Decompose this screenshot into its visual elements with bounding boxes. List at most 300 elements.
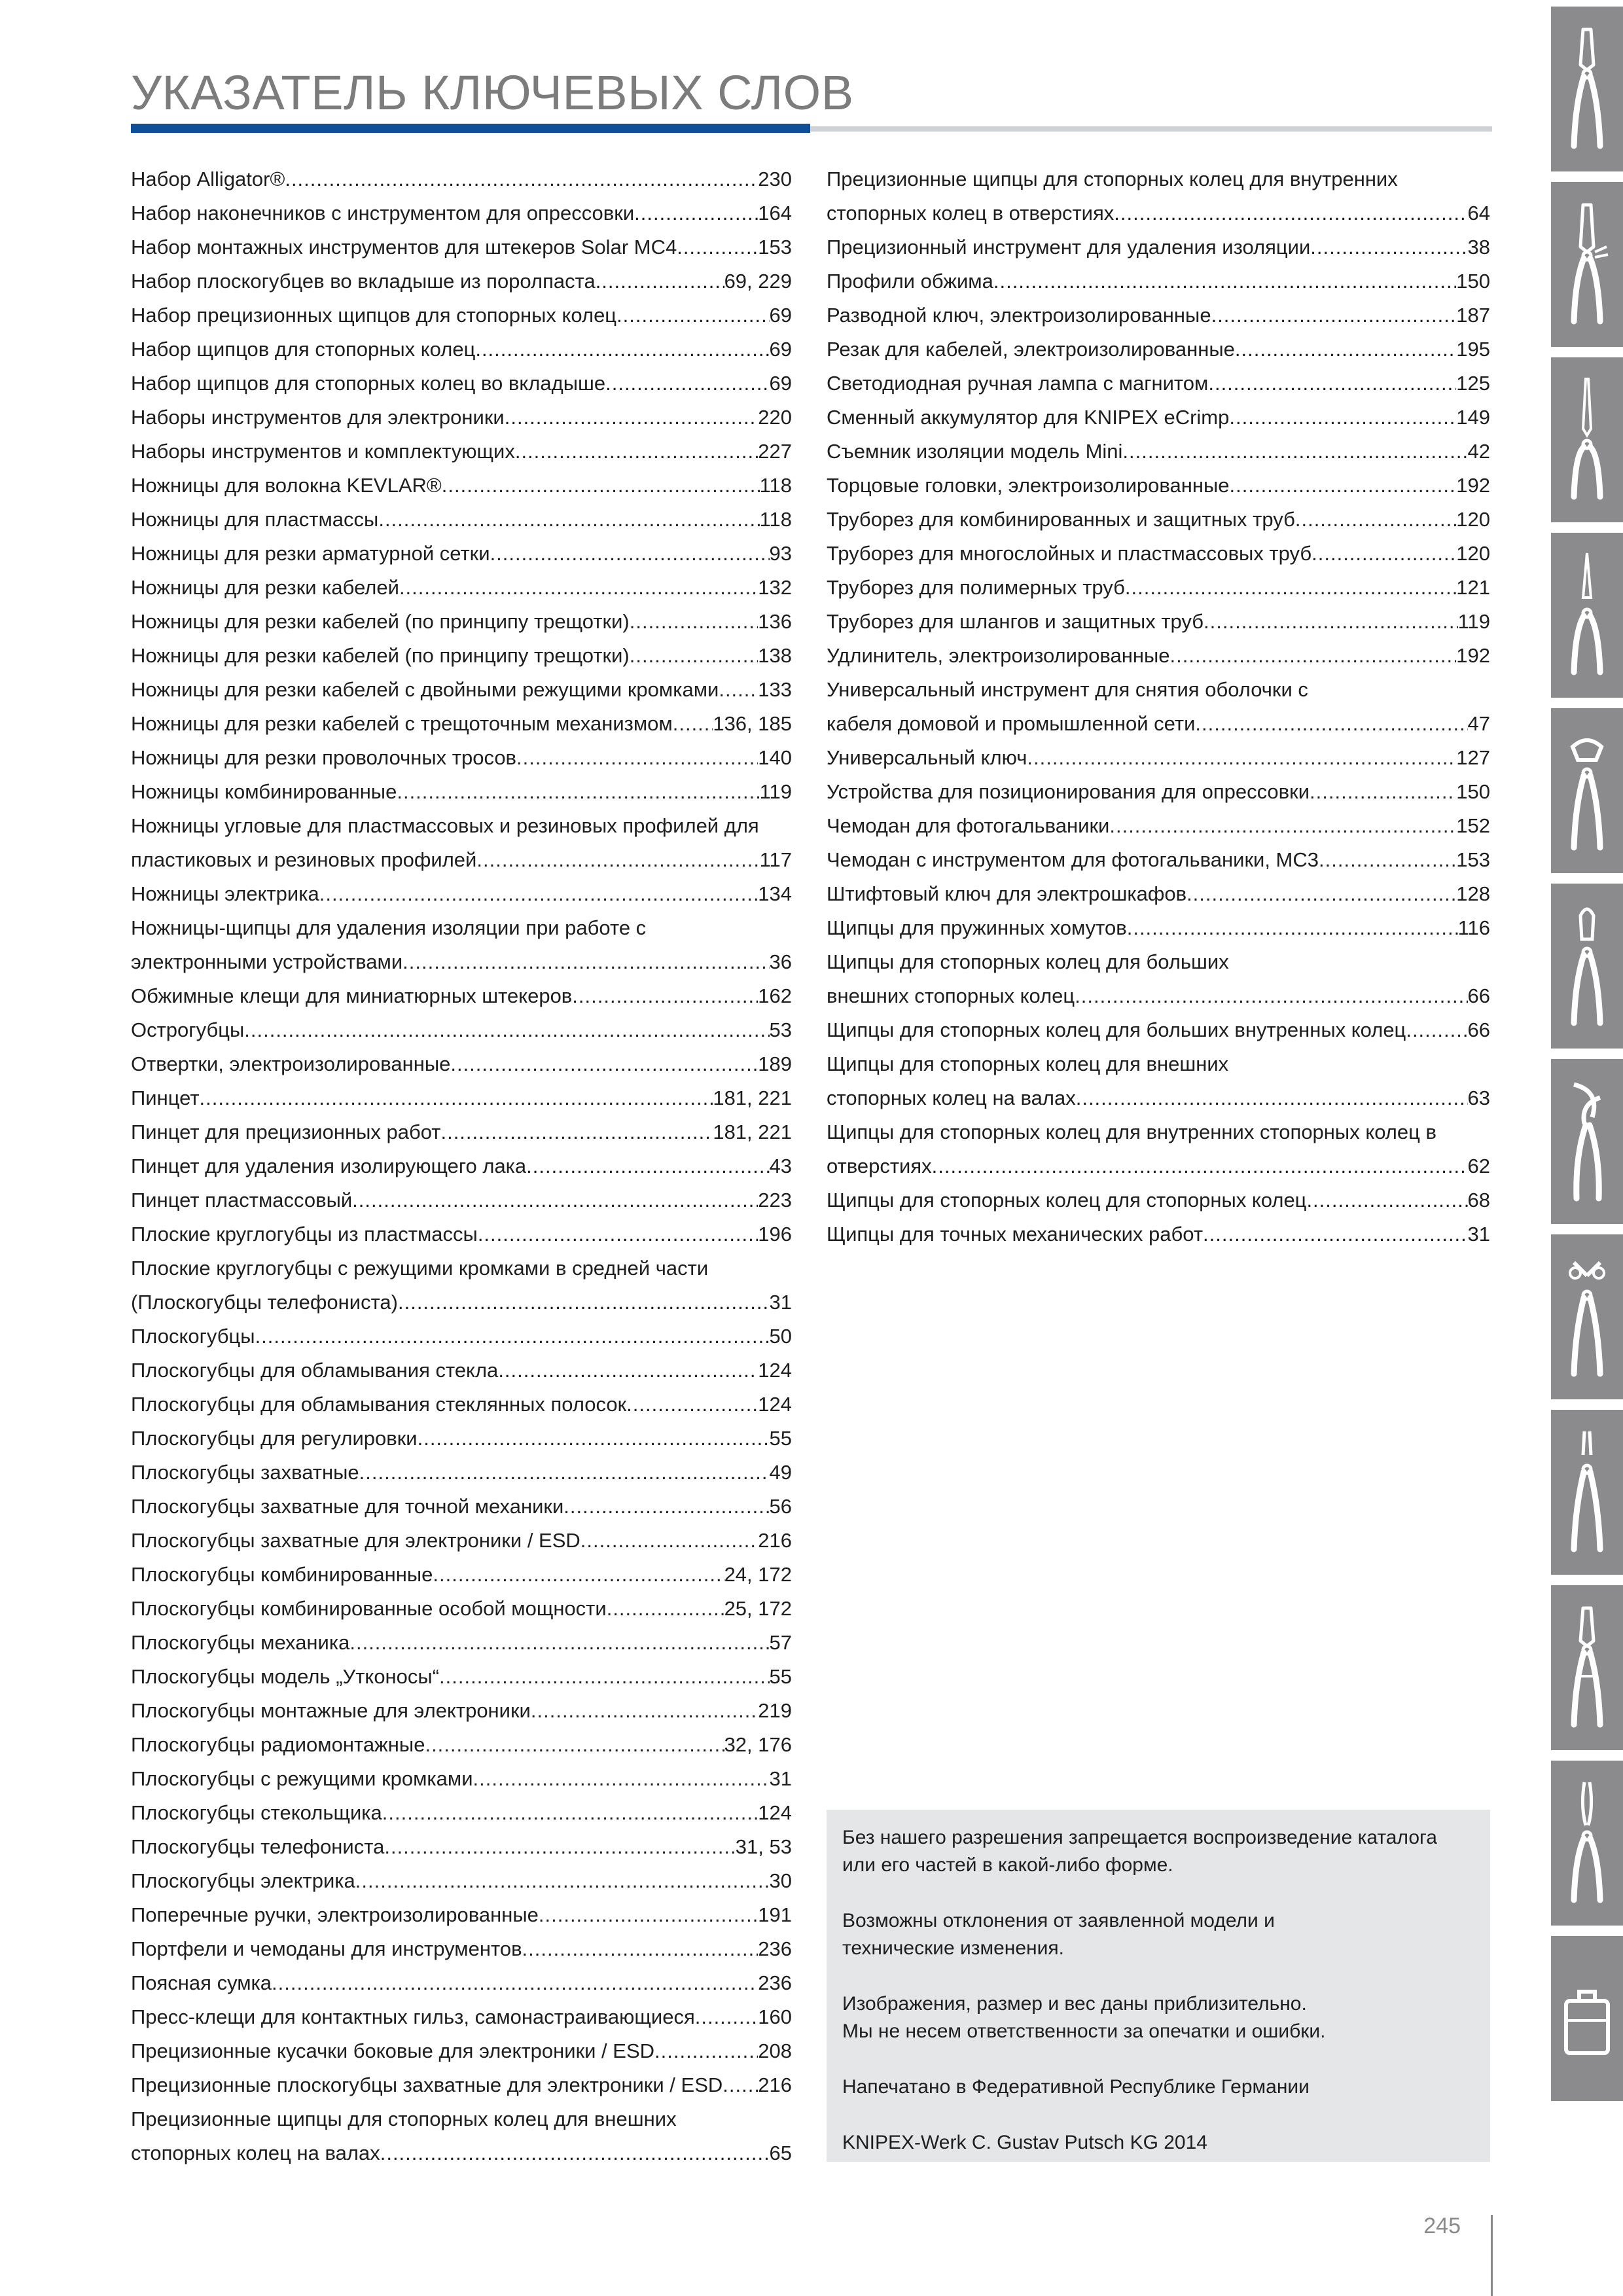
index-entry <box>131 1149 792 1183</box>
dot-leader <box>630 639 758 673</box>
index-entry-page: 136, 185 <box>713 712 792 735</box>
dot-leader <box>352 1183 758 1217</box>
index-entry <box>131 230 792 264</box>
index-entry-page: 236 <box>758 1937 792 1960</box>
index-entry <box>827 162 1490 196</box>
index-entry <box>131 298 792 332</box>
index-entry <box>827 435 1490 469</box>
dot-leader <box>285 162 758 196</box>
dot-leader <box>630 605 758 639</box>
index-entry <box>827 1183 1490 1217</box>
index-entry <box>131 639 792 673</box>
sidebar-tab[interactable] <box>1551 357 1623 528</box>
index-entry-text: Плоскогубцы <box>131 1325 255 1348</box>
index-entry-page: 189 <box>758 1052 792 1075</box>
index-entry-page: 124 <box>758 1359 792 1382</box>
index-entry <box>131 1115 792 1149</box>
index-entry <box>131 1796 792 1830</box>
dot-leader <box>607 1592 724 1626</box>
dot-leader <box>1122 435 1467 469</box>
index-entry <box>131 1456 792 1490</box>
index-entry <box>131 1354 792 1388</box>
dot-leader <box>272 1966 758 2000</box>
index-entry-text: электронными устройствами <box>131 950 403 973</box>
index-entry-text: Пинцет для прецизионных работ <box>131 1121 441 1143</box>
index-entry <box>131 503 792 537</box>
dot-leader <box>516 741 758 775</box>
index-entry-text: Ножницы для резки кабелей (по принципу трещотки) <box>131 644 630 667</box>
sidebar-tab[interactable] <box>1551 1585 1623 1755</box>
index-entry <box>827 1081 1490 1115</box>
index-entry <box>827 469 1490 503</box>
index-entry-page: 68 <box>1467 1189 1490 1211</box>
index-entry-page: 124 <box>758 1393 792 1416</box>
index-entry-text: Универсальный инструмент для снятия оболочки с <box>827 678 1308 701</box>
index-entry <box>131 877 792 911</box>
index-entry-page: 42 <box>1467 440 1490 463</box>
index-entry-page: 181, 221 <box>713 1086 792 1109</box>
index-entry-text: Щипцы для точных механических работ <box>827 1223 1204 1246</box>
index-entry-text: Торцовые головки, электроизолированные <box>827 474 1230 497</box>
notice-line: или его частей в какой-либо форме. <box>842 1854 1173 1876</box>
sidebar-tab[interactable] <box>1551 7 1623 177</box>
index-entry-page: 164 <box>758 202 792 224</box>
index-entry-page: 125 <box>1456 372 1490 395</box>
index-entry-text: Плоскогубцы для обламывания стеклянных полосок <box>131 1393 627 1416</box>
sidebar-tab[interactable] <box>1551 182 1623 352</box>
dot-leader <box>498 1354 758 1388</box>
notice-line: Напечатано в Федеративной Республике Германии <box>842 2076 1310 2098</box>
dot-leader <box>1306 1183 1467 1217</box>
title-rule <box>131 124 1492 133</box>
index-entry-text: Ножницы для пластмассы <box>131 508 379 531</box>
notice-line: технические изменения. <box>842 1937 1064 1959</box>
dot-leader <box>1319 843 1456 877</box>
index-entry-text: Ножницы для резки кабелей с двойными режущими кромками <box>131 678 719 701</box>
index-entry-page: 149 <box>1456 406 1490 429</box>
index-entry <box>131 1490 792 1524</box>
index-entry <box>131 1285 792 1319</box>
index-entry-page: 47 <box>1467 712 1490 735</box>
index-entry-text: Набор прецизионных щипцов для стопорных колец <box>131 304 617 327</box>
index-entry-page: 133 <box>758 678 792 701</box>
index-entry-page: 192 <box>1456 644 1490 667</box>
index-entry <box>131 2034 792 2068</box>
notice-paragraph <box>842 1907 1474 1962</box>
index-entry-text: Плоскогубцы захватные <box>131 1461 359 1484</box>
dot-leader <box>1127 911 1458 945</box>
index-entry-text: Профили обжима <box>827 270 993 293</box>
index-entry-page: 153 <box>1456 848 1490 871</box>
index-entry-page: 216 <box>758 2073 792 2096</box>
index-entry-text: Набор наконечников с инструментом для опрессовки <box>131 202 635 224</box>
notice-line: Изображения, размер и вес даны приблизительно. <box>842 1993 1307 2015</box>
index-entry <box>827 877 1490 911</box>
dot-leader <box>580 1524 758 1558</box>
dot-leader <box>722 2068 758 2102</box>
dot-leader <box>539 1898 758 1932</box>
index-entry <box>131 2102 792 2136</box>
dot-leader <box>349 1626 769 1660</box>
dot-leader <box>319 877 758 911</box>
index-entry <box>131 196 792 230</box>
dot-leader <box>572 979 758 1013</box>
index-entry-text: Штифтовый ключ для электрошкафов <box>827 882 1187 905</box>
index-entry-page: 119 <box>1457 610 1490 633</box>
dot-leader <box>418 1422 770 1456</box>
index-entry <box>131 401 792 435</box>
sidebar-tab[interactable] <box>1551 1410 1623 1580</box>
dot-leader <box>695 2000 758 2034</box>
index-entry-page: 120 <box>1456 542 1490 565</box>
index-entry <box>131 1047 792 1081</box>
dot-leader <box>398 1285 770 1319</box>
dot-leader <box>397 775 759 809</box>
dot-leader <box>425 1728 724 1762</box>
index-entry-text: Отвертки, электроизолированные <box>131 1052 451 1075</box>
index-entry-text: Плоские круглогубцы из пластмассы <box>131 1223 478 1246</box>
index-entry-page: 69 <box>769 372 792 395</box>
index-entry-text: Щипцы для стопорных колец для стопорных колец <box>827 1189 1307 1211</box>
dot-leader <box>473 1762 770 1796</box>
dot-leader <box>382 1796 758 1830</box>
crimping-pliers-icon <box>1561 1253 1613 1381</box>
index-entry-page: 53 <box>769 1018 792 1041</box>
index-entry-page: 121 <box>1456 576 1490 599</box>
needle-nose-pliers-icon <box>1561 552 1613 679</box>
category-sidebar <box>1551 0 1623 2296</box>
index-entry-text: Плоскогубцы механика <box>131 1631 350 1654</box>
index-entry-text: Чемодан с инструментом для фотогальваники, MC3 <box>827 848 1319 871</box>
index-entry-text: Набор щипцов для стопорных колец <box>131 338 476 361</box>
dot-leader <box>522 1932 758 1966</box>
index-entry-text: стопорных колец в отверстиях <box>827 202 1115 224</box>
index-entry-text: Прецизионные щипцы для стопорных колец для внутренних <box>827 168 1398 190</box>
insulated-pliers-icon <box>1561 1604 1613 1732</box>
sidebar-tab[interactable] <box>1551 1059 1623 1229</box>
index-entry-page: 160 <box>758 2005 792 2028</box>
index-entry-page: 162 <box>758 984 792 1007</box>
index-entry-text: Труборез для шлангов и защитных труб <box>827 610 1204 633</box>
index-entry-text: Труборез для многослойных и пластмассовых труб <box>827 542 1312 565</box>
index-entry <box>827 707 1490 741</box>
index-entry <box>827 1217 1490 1251</box>
index-entry <box>131 2000 792 2034</box>
sidebar-tab[interactable] <box>1551 533 1623 703</box>
index-entry <box>131 775 792 809</box>
index-entry-text: Наборы инструментов и комплектующих <box>131 440 515 463</box>
index-entry-page: 181, 221 <box>713 1121 792 1143</box>
index-entry <box>827 196 1490 230</box>
index-entry-page: 150 <box>1456 780 1490 803</box>
dot-leader <box>402 945 769 979</box>
index-entry-page: 116 <box>1457 916 1490 939</box>
index-entry-page: 65 <box>769 2142 792 2164</box>
index-entry-text: Плоскогубцы для регулировки <box>131 1427 418 1450</box>
index-entry-page: 134 <box>758 882 792 905</box>
index-entry-page: 43 <box>769 1155 792 1177</box>
index-entry-text: Плоскогубцы электрика <box>131 1869 355 1892</box>
index-entry-text: Пинцет <box>131 1086 200 1109</box>
index-entry <box>131 605 792 639</box>
dot-leader <box>440 1115 713 1149</box>
index-entry <box>131 1762 792 1796</box>
index-entry-text: Ножницы для резки кабелей <box>131 576 399 599</box>
index-entry-text: Прецизионные щипцы для стопорных колец для внешних <box>131 2108 677 2130</box>
wire-stripper-icon <box>1561 201 1613 329</box>
index-entry-page: 191 <box>758 1903 792 1926</box>
dot-leader <box>1195 707 1467 741</box>
index-entry-text: внешних стопорных колец <box>827 984 1075 1007</box>
index-entry-text: стопорных колец на валах <box>827 1086 1076 1109</box>
index-entry-page: 69 <box>769 304 792 327</box>
index-entry-page: 56 <box>769 1495 792 1518</box>
notice-paragraph <box>842 1990 1474 2045</box>
dot-leader <box>1076 1081 1468 1115</box>
index-entry-page: 236 <box>758 1971 792 1994</box>
index-entry <box>131 1694 792 1728</box>
index-entry-page: 31 <box>1467 1223 1490 1246</box>
dot-leader <box>1114 196 1467 230</box>
index-entry-page: 38 <box>1467 236 1490 259</box>
dot-leader <box>380 2136 770 2170</box>
index-entry-page: 192 <box>1456 474 1490 497</box>
diagonal-cutter-icon <box>1561 903 1613 1030</box>
index-entry-page: 50 <box>769 1325 792 1348</box>
index-entry <box>131 162 792 196</box>
index-entry <box>131 1898 792 1932</box>
index-entry-page: 187 <box>1456 304 1490 327</box>
index-entry-text: Плоскогубцы монтажные для электроники <box>131 1699 531 1722</box>
index-entry-text: Светодиодная ручная лампа с магнитом <box>827 372 1209 395</box>
dot-leader <box>384 1830 735 1864</box>
index-entry-text: Труборез для полимерных труб <box>827 576 1125 599</box>
index-entry <box>131 2136 792 2170</box>
dot-leader <box>1186 877 1456 911</box>
index-entry-text: Плоскогубцы радиомонтажные <box>131 1733 425 1756</box>
sidebar-tab[interactable] <box>1551 884 1623 1054</box>
index-entry-page: 66 <box>1467 984 1490 1007</box>
index-entry-text: Набор монтажных инструментов для штекеров Solar MC4 <box>131 236 677 259</box>
index-entry-page: 195 <box>1456 338 1490 361</box>
index-entry-text: Наборы инструментов для электроники <box>131 406 505 429</box>
index-entry-page: 63 <box>1467 1086 1490 1109</box>
dot-leader <box>1203 1217 1467 1251</box>
index-entry-text: Плоскогубцы комбинированные особой мощности <box>131 1597 607 1620</box>
index-entry <box>827 945 1490 979</box>
index-entry <box>827 571 1490 605</box>
dot-leader <box>634 196 758 230</box>
index-entry-text: Ножницы для резки кабелей (по принципу трещотки) <box>131 610 630 633</box>
dot-leader <box>200 1081 713 1115</box>
round-nose-pliers-icon <box>1561 1780 1613 1907</box>
index-entry-text: Ножницы электрика <box>131 882 319 905</box>
index-entry <box>827 843 1490 877</box>
dot-leader <box>719 673 758 707</box>
end-cutter-icon <box>1561 727 1613 855</box>
index-entry-text: Труборез для комбинированных и защитных труб <box>827 508 1295 531</box>
index-entry <box>827 1013 1490 1047</box>
index-entry-text: Съемник изоляции модель Mini <box>827 440 1123 463</box>
index-entry <box>827 1115 1490 1149</box>
index-entry-text: Удлинитель, электроизолированные <box>827 644 1170 667</box>
index-entry-text: Щипцы для пружинных хомутов <box>827 916 1127 939</box>
title-rule-track <box>810 126 1492 132</box>
index-entry-page: 152 <box>1456 814 1490 837</box>
index-entry <box>131 1626 792 1660</box>
sidebar-tab[interactable] <box>1551 1936 1623 2106</box>
index-entry-text: Плоскогубцы телефониста <box>131 1835 385 1858</box>
index-entry-text: Ножницы для резки проволочных тросов <box>131 746 517 769</box>
index-entry <box>131 1728 792 1762</box>
index-entry <box>131 1251 792 1285</box>
index-entry-text: Портфели и чемоданы для инструментов <box>131 1937 522 1960</box>
index-entry-page: 31, 53 <box>735 1835 792 1858</box>
index-entry-text: Сменный аккумулятор для KNIPEX eCrimp <box>827 406 1230 429</box>
index-entry <box>827 1047 1490 1081</box>
dot-leader <box>677 230 758 264</box>
index-entry <box>827 298 1490 332</box>
index-entry <box>827 401 1490 435</box>
index-entry-text: (Плоскогубцы телефониста) <box>131 1291 398 1314</box>
index-entry-text: Поясная сумка <box>131 1971 272 1994</box>
dot-leader <box>596 264 724 298</box>
dot-leader <box>450 1047 758 1081</box>
index-entry-page: 31 <box>769 1291 792 1314</box>
dot-leader <box>1230 469 1457 503</box>
index-entry <box>131 1524 792 1558</box>
index-entry <box>131 707 792 741</box>
index-entry-text: Плоскогубцы модель „Утконосы“ <box>131 1665 440 1688</box>
dot-leader <box>1311 537 1456 571</box>
index-entry-text: Набор Alligator® <box>131 168 285 190</box>
index-entry-text: Плоскогубцы стекольщика <box>131 1801 382 1824</box>
index-entry <box>131 979 792 1013</box>
index-entry-text: Пинцет пластмассовый <box>131 1189 353 1211</box>
dot-leader <box>515 435 758 469</box>
index-entry-text: Чемодан для фотогальваники <box>827 814 1110 837</box>
index-entry-text: Плоскогубцы комбинированные <box>131 1563 433 1586</box>
index-entry-page: 69 <box>769 338 792 361</box>
sidebar-tab[interactable] <box>1551 1761 1623 1931</box>
index-entry-text: Щипцы для стопорных колец для внешних <box>827 1052 1229 1075</box>
index-entry-text: Щипцы для стопорных колец для больших <box>827 950 1229 973</box>
index-entry <box>131 1592 792 1626</box>
index-entry <box>131 1558 792 1592</box>
index-entry-text: Плоскогубцы для обламывания стекла <box>131 1359 499 1382</box>
index-entry-page: 36 <box>769 950 792 973</box>
index-entry-text: Прецизионные плоскогубцы захватные для электроники / ESD <box>131 2073 723 2096</box>
index-entry-text: Плоскогубцы захватные для электроники / ESD <box>131 1529 580 1552</box>
dot-leader <box>1295 503 1456 537</box>
sidebar-tab[interactable] <box>1551 1234 1623 1405</box>
index-entry-text: Пресс-клещи для контактных гильз, самонастраивающиеся <box>131 2005 695 2028</box>
index-entry-text: стопорных колец на валах <box>131 2142 380 2164</box>
index-entry-text: отверстиях <box>827 1155 932 1177</box>
index-entry-page: 150 <box>1456 270 1490 293</box>
index-entry-page: 153 <box>758 236 792 259</box>
index-entry <box>827 264 1490 298</box>
index-entry <box>131 1081 792 1115</box>
index-entry-text: кабеля домовой и промышленной сети <box>827 712 1196 735</box>
index-entry <box>827 673 1490 707</box>
index-entry <box>827 503 1490 537</box>
notice-paragraph <box>842 2073 1474 2101</box>
dot-leader <box>1208 367 1456 401</box>
dot-leader <box>442 469 760 503</box>
dot-leader <box>255 1319 770 1354</box>
index-entry <box>131 843 792 877</box>
index-entry-page: 208 <box>758 2039 792 2062</box>
index-entry-page: 220 <box>758 406 792 429</box>
index-entry-text: Плоские круглогубцы с режущими кромками в средней части <box>131 1257 709 1280</box>
index-entry <box>827 639 1490 673</box>
index-entry <box>131 1183 792 1217</box>
index-entry <box>131 1966 792 2000</box>
index-entry <box>131 1660 792 1694</box>
index-entry <box>827 537 1490 571</box>
index-entry <box>131 332 792 367</box>
index-entry-page: 62 <box>1467 1155 1490 1177</box>
dot-leader <box>1170 639 1457 673</box>
dot-leader <box>526 1149 769 1183</box>
notice-line: KNIPEX-Werk C. Gustav Putsch KG 2014 <box>842 2132 1207 2153</box>
page-title: УКАЗАТЕЛЬ КЛЮЧЕВЫХ СЛОВ <box>131 65 854 120</box>
index-entry <box>131 1422 792 1456</box>
index-entry-text: Пинцет для удаления изолирующего лака <box>131 1155 527 1177</box>
index-entry <box>131 1388 792 1422</box>
index-entry-text: Устройства для позиционирования для опрессовки <box>827 780 1310 803</box>
index-entry-page: 128 <box>1456 882 1490 905</box>
index-entry-page: 25, 172 <box>724 1597 792 1620</box>
index-entry-page: 117 <box>759 848 792 871</box>
index-entry <box>827 1149 1490 1183</box>
index-entry-page: 132 <box>758 576 792 599</box>
notice-paragraph <box>842 2129 1474 2157</box>
index-entry <box>827 332 1490 367</box>
index-entry-page: 196 <box>758 1223 792 1246</box>
dot-leader <box>439 1660 769 1694</box>
index-entry-page: 138 <box>758 644 792 667</box>
legal-notice-box <box>827 1810 1490 2162</box>
index-entry-text: Плоскогубцы с режущими кромками <box>131 1767 473 1790</box>
dot-leader <box>1406 1013 1467 1047</box>
index-entry <box>131 469 792 503</box>
index-entry <box>827 741 1490 775</box>
index-entry-page: 120 <box>1456 508 1490 531</box>
index-entry-page: 124 <box>758 1801 792 1824</box>
index-entry <box>131 537 792 571</box>
index-entry <box>131 264 792 298</box>
dot-leader <box>531 1694 758 1728</box>
circlip-pliers-icon <box>1561 1429 1613 1556</box>
index-entry-text: Ножницы комбинированные <box>131 780 397 803</box>
index-entry-text: Ножницы для резки кабелей с трещоточным механизмом <box>131 712 673 735</box>
sidebar-tab[interactable] <box>1551 708 1623 878</box>
index-entry <box>827 775 1490 809</box>
index-entry-text: Ножницы для волокна KEVLAR® <box>131 474 442 497</box>
notice-paragraph <box>842 1824 1474 1879</box>
index-entry-page: 127 <box>1456 746 1490 769</box>
index-entry-text: Универсальный ключ <box>827 746 1027 769</box>
index-entry-text: Обжимные клещи для миниатюрных штекеров <box>131 984 573 1007</box>
index-entry-text: Разводной ключ, электроизолированные <box>827 304 1211 327</box>
dot-leader <box>993 264 1456 298</box>
dot-leader <box>1310 775 1456 809</box>
index-entry-text: Ножницы-щипцы для удаления изоляции при работе с <box>131 916 647 939</box>
index-entry <box>827 911 1490 945</box>
index-entry <box>131 1830 792 1864</box>
